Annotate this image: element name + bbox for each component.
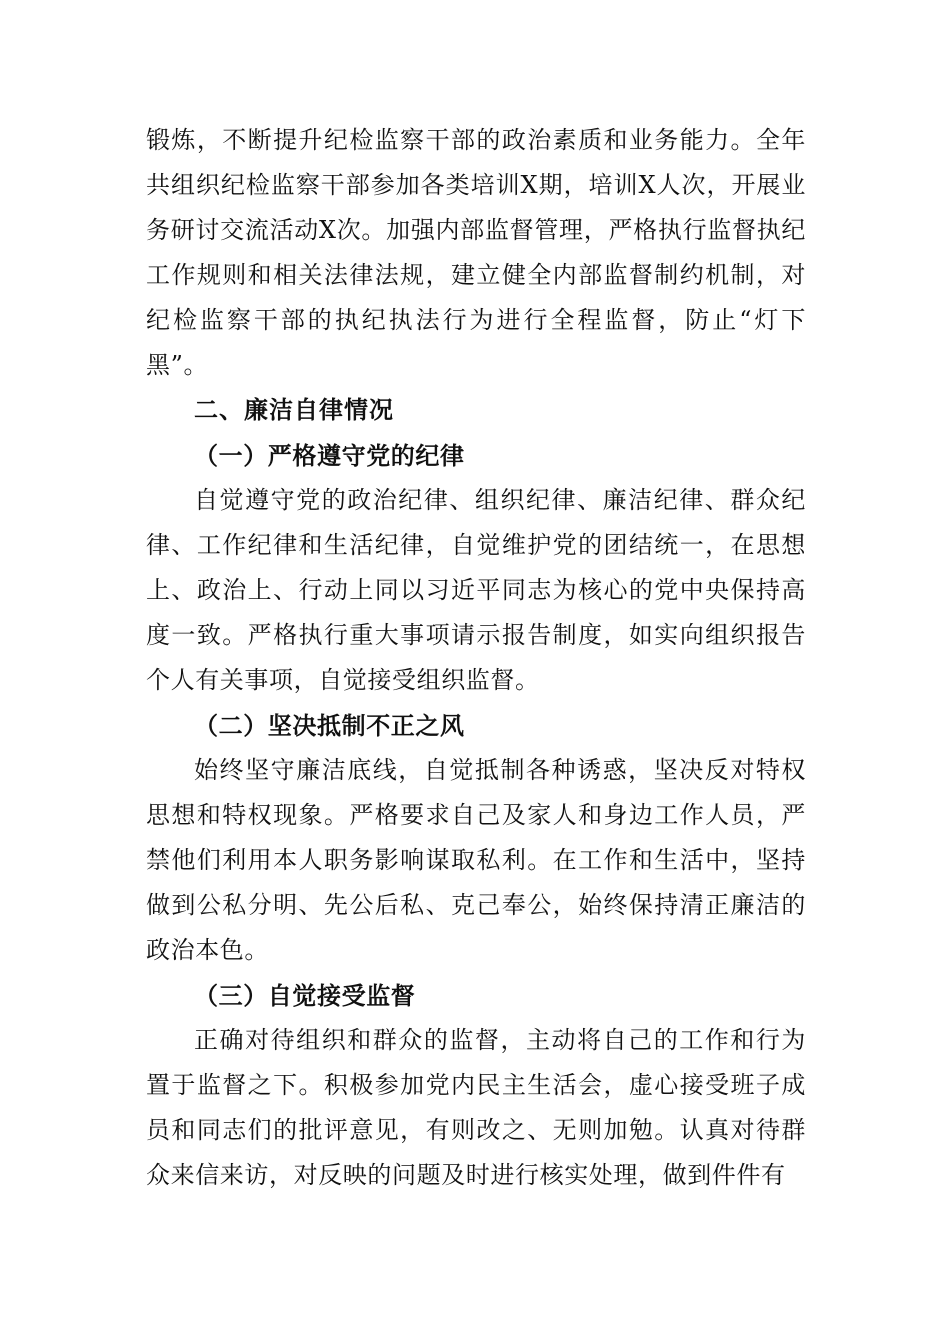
subheading-party-discipline: （一）严格遵守党的纪律 <box>194 441 465 470</box>
section-heading-integrity: 二、廉洁自律情况 <box>194 396 394 424</box>
paragraph-accept-supervision: 正确对待组织和群众的监督，主动将自己的工作和行为置于监督之下。积极参加党内民主生活会，虚心接受班子成员和同志们的批评意见，有则改之、无则加勉。认真对待群众来信来访，对反映的问题及时进行核实处理，做到件件有 <box>146 1026 806 1189</box>
paragraph-continued: 锻炼，不断提升纪检监察干部的政治素质和业务能力。全年共组织纪检监察干部参加各类培训X期，培训X人次，开展业务研讨交流活动X次。加强内部监督管理，严格执行监督执纪工作规则和相关法律法规，建立健全内部监督制约机制，对纪检监察干部的执纪执法行为进行全程监督，防止“灯下黑”。 <box>146 126 806 379</box>
subheading-resist-malpractice: （二）坚决抵制不正之风 <box>194 711 465 740</box>
paragraph-party-discipline: 自觉遵守党的政治纪律、组织纪律、廉洁纪律、群众纪律、工作纪律和生活纪律，自觉维护党的团结统一，在思想上、政治上、行动上同以习近平同志为核心的党中央保持高度一致。严格执行重大事项请示报告制度，如实向组织报告个人有关事项，自觉接受组织监督。 <box>146 486 806 694</box>
document-body <box>146 118 806 1198</box>
subheading-accept-supervision: （三）自觉接受监督 <box>194 981 416 1010</box>
paragraph-resist-malpractice: 始终坚守廉洁底线，自觉抵制各种诱惑，坚决反对特权思想和特权现象。严格要求自己及家人和身边工作人员，严禁他们利用本人职务影响谋取私利。在工作和生活中，坚持做到公私分明、先公后私、克己奉公，始终保持清正廉洁的政治本色。 <box>146 756 806 964</box>
